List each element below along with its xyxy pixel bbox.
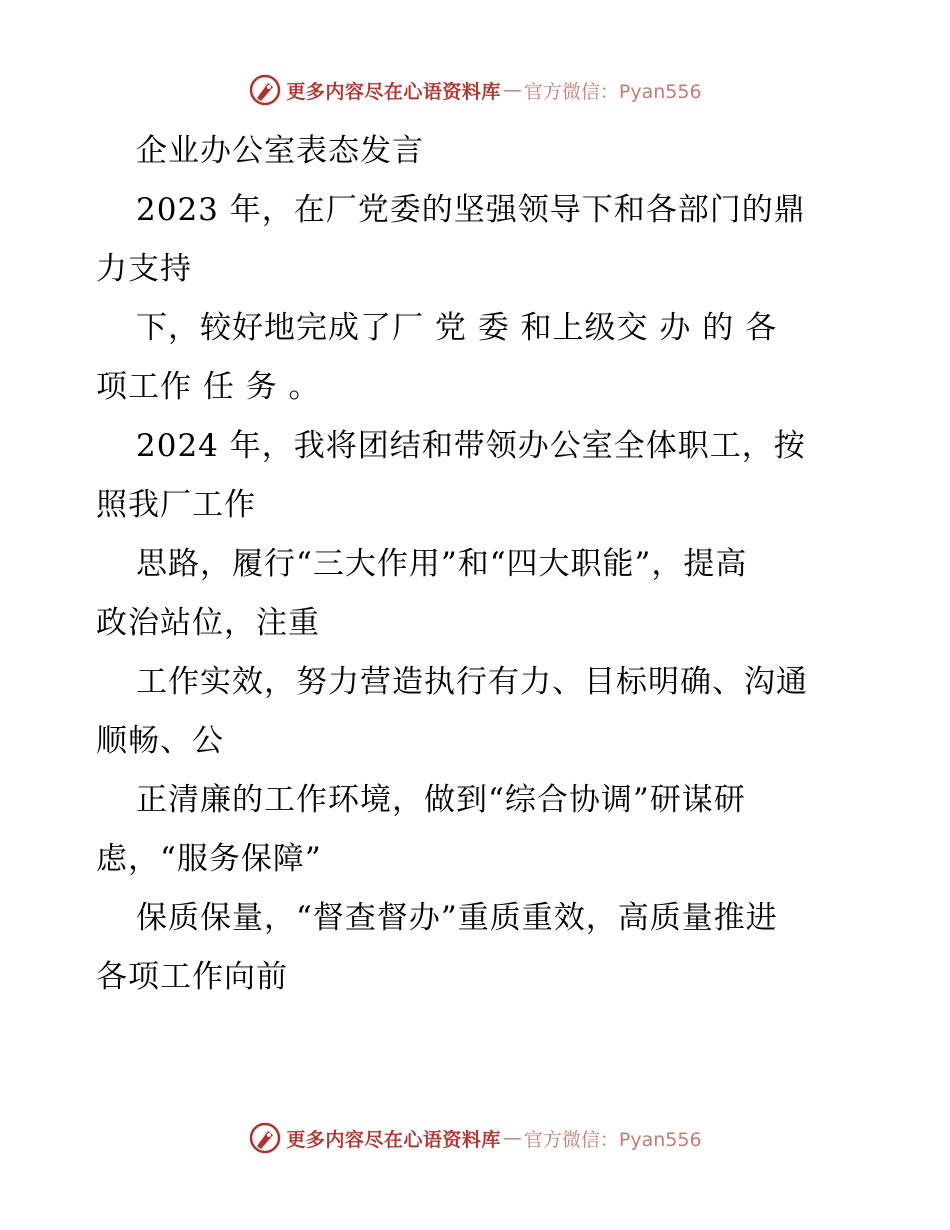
text-line: 虑，“服务保障” xyxy=(96,841,322,877)
banner-contact: 官方微信：Pyan556 xyxy=(523,1128,702,1151)
text-line: 2023 年，在厂党委的坚强领导下和各部门的鼎 xyxy=(136,192,806,228)
text-line: 项工作 任 务 。 xyxy=(96,369,321,405)
text-line: 力支持 xyxy=(96,251,192,287)
banner-contact: 官方微信：Pyan556 xyxy=(523,80,702,103)
document-body xyxy=(96,122,856,1007)
header-watermark-banner xyxy=(0,70,950,110)
pen-nib-logo-icon xyxy=(248,1121,282,1155)
text-line: 政治站位，注重 xyxy=(96,605,320,641)
footer-watermark-banner xyxy=(0,1118,950,1158)
text-line: 2024 年，我将团结和带领办公室全体职工，按 xyxy=(136,428,806,464)
text-line: 正清廉的工作环境，做到“综合协调”研谋研 xyxy=(136,782,746,818)
banner-separator: — xyxy=(502,79,522,101)
text-line: 思路，履行“三大作用”和“四大职能”，提高 xyxy=(136,546,748,582)
text-line: 下，较好地完成了厂 党 委 和上级交 办 的 各 xyxy=(136,310,778,346)
text-line: 照我厂工作 xyxy=(96,487,256,523)
banner-title: 更多内容尽在心语资料库 xyxy=(286,80,501,103)
banner-separator: — xyxy=(502,1127,522,1149)
text-line: 顺畅、公 xyxy=(96,723,224,759)
text-line: 各项工作向前 xyxy=(96,959,288,995)
text-line: 保质保量，“督查督办”重质重效，高质量推进 xyxy=(136,900,778,936)
document-title: 企业办公室表态发言 xyxy=(136,133,424,169)
text-line: 工作实效，努力营造执行有力、目标明确、沟通 xyxy=(136,664,808,700)
pen-nib-logo-icon xyxy=(248,73,282,107)
banner-title: 更多内容尽在心语资料库 xyxy=(286,1128,501,1151)
